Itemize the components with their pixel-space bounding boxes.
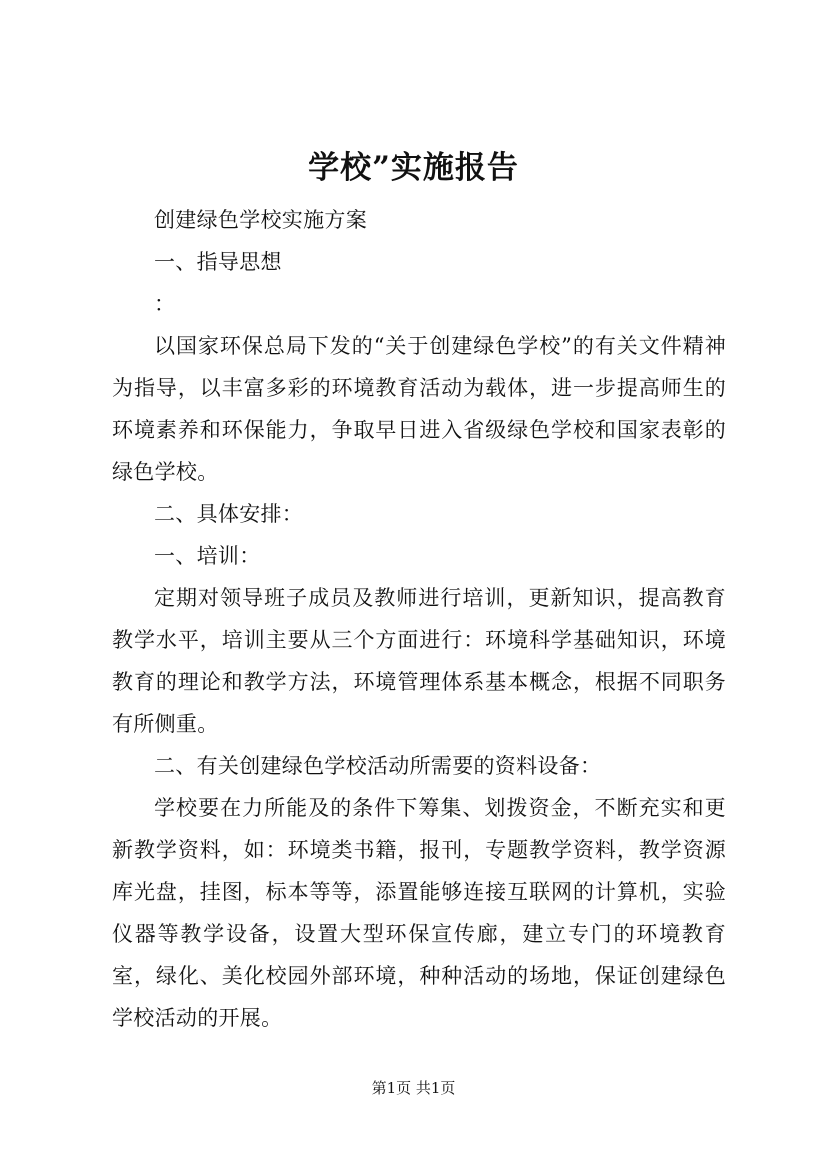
paragraph-equipment-text: 学校要在力所能及的条件下筹集、划拨资金，不断充实和更新教学资料，如：环境类书籍，报刊，专题教学资料，教学资源库光盘，挂图，标本等等，添置能够连接互联网的计算机，实验仪器等教学设备，设置大型环保宣传廊，建立专门的环境教育室，绿化、美化校园外部环境，种种活动的场地，保证创建绿色学校活动的开展。 (112, 796, 726, 1030)
page-number-footer: 第1页 共1页 (371, 1079, 456, 1097)
paragraph-plan-heading: 创建绿色学校实施方案 (154, 208, 367, 232)
document-title: 学校”实施报告 (308, 150, 519, 186)
paragraph-guiding-heading: 一、指导思想 (154, 250, 282, 274)
paragraph-equipment-heading: 二、有关创建绿色学校活动所需要的资料设备： (154, 754, 602, 778)
paragraph-guiding-text: 以国家环保总局下发的“关于创建绿色学校”的有关文件精神为指导，以丰富多彩的环境教育活动为载体，进一步提高师生的环境素养和环保能力，争取早日进入省级绿色学校和国家表彰的绿色学校。 (112, 334, 726, 484)
document-body (112, 199, 726, 1039)
paragraph-training-heading: 一、培训： (154, 544, 261, 568)
paragraph-arrangement-heading: 二、具体安排： (154, 502, 304, 526)
paragraph-colon: ： (154, 292, 176, 316)
paragraph-training-text: 定期对领导班子成员及教师进行培训，更新知识，提高教育教学水平，培训主要从三个方面进行：环境科学基础知识，环境教育的理论和教学方法，环境管理体系基本概念，根据不同职务有所侧重。 (112, 586, 726, 736)
